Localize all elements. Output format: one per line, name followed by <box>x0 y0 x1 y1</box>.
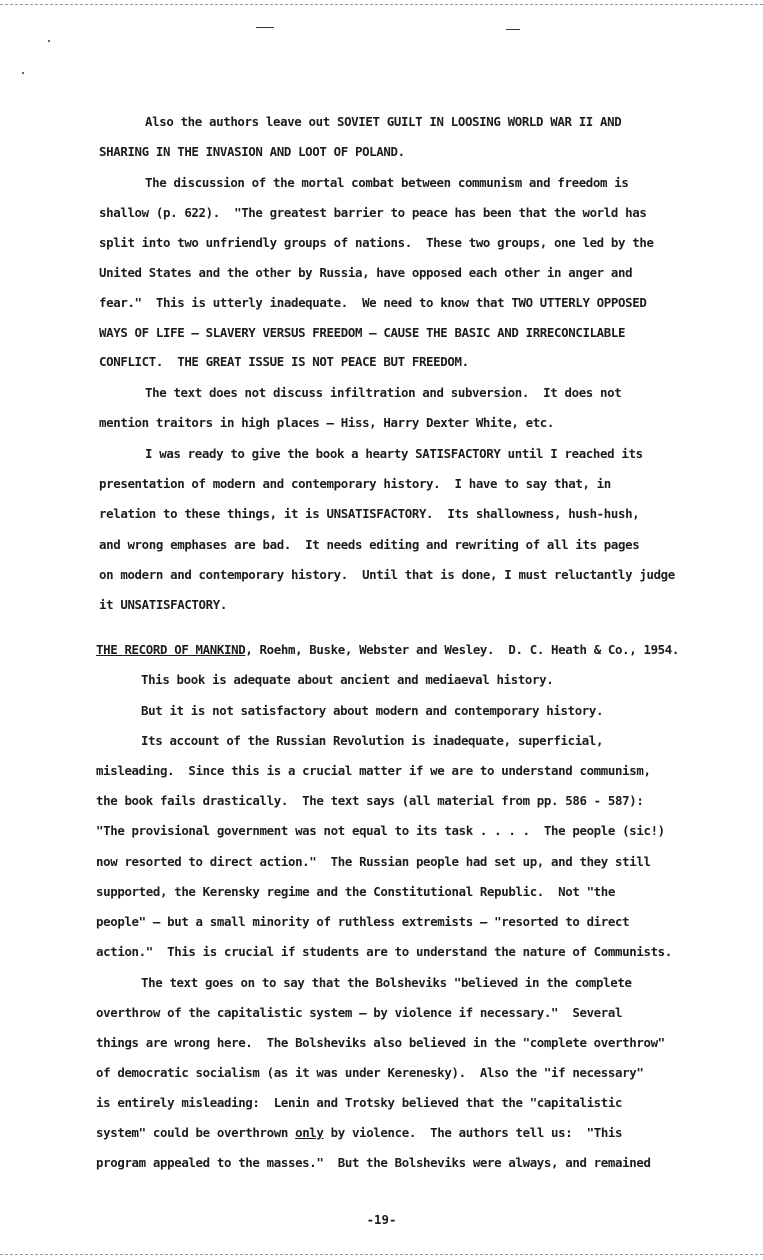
scan-mark-left <box>256 27 274 28</box>
text-line: WAYS OF LIFE — SLAVERY VERSUS FREEDOM — CAUSE THE BASIC AND IRRECONCILABLE <box>99 325 626 340</box>
text-line: action." This is crucial if students are to understand the nature of Communists. <box>96 944 672 959</box>
text-line: I was ready to give the book a hearty SATISFACTORY until I reached its <box>145 446 643 461</box>
scan-speck <box>22 72 24 74</box>
book-citation-line <box>96 642 679 658</box>
scan-speck <box>48 40 50 42</box>
page-number: -19- <box>366 1212 397 1227</box>
text-line: presentation of modern and contemporary history. I have to say that, in <box>99 476 611 491</box>
text-line: overthrow of the capitalistic system — by violence if necessary." Several <box>96 1005 623 1020</box>
text-line: United States and the other by Russia, have opposed each other in anger and <box>99 265 633 280</box>
scan-mark-right <box>506 29 520 30</box>
text-line: SHARING IN THE INVASION AND LOOT OF POLAND. <box>99 144 405 159</box>
text-line: the book fails drastically. The text says (all material from pp. 586 - 587): <box>96 793 644 808</box>
text-line: things are wrong here. The Bolsheviks also believed in the "complete overthrow" <box>96 1035 665 1050</box>
text-line: fear." This is utterly inadequate. We need to know that TWO UTTERLY OPPOSED <box>99 295 647 310</box>
text-line: program appealed to the masses." But the Bolsheviks were always, and remained <box>96 1155 651 1170</box>
book-citation-rest: , Roehm, Buske, Webster and Wesley. D. C. Heath & Co., 1954. <box>245 642 680 657</box>
text-line: supported, the Kerensky regime and the Constitutional Republic. Not "the <box>96 884 616 899</box>
text-line: is entirely misleading: Lenin and Trotsky believed that the "capitalistic <box>96 1095 623 1110</box>
top-edge-dashes <box>0 4 763 5</box>
text-line: CONFLICT. THE GREAT ISSUE IS NOT PEACE BUT FREEDOM. <box>99 354 469 369</box>
text-line: of democratic socialism (as it was under Kerenesky). Also the "if necessary" <box>96 1065 644 1080</box>
text-line: now resorted to direct action." The Russian people had set up, and they still <box>96 854 651 869</box>
text-line <box>96 1125 622 1141</box>
text-line: shallow (p. 622). "The greatest barrier to peace has been that the world has <box>99 205 647 220</box>
text-line: This book is adequate about ancient and mediaeval history. <box>141 672 554 687</box>
text-line: The text goes on to say that the Bolsheviks "believed in the complete <box>141 975 632 990</box>
text-line: on modern and contemporary history. Until that is done, I must reluctantly judge <box>99 567 675 582</box>
text-line: people" — but a small minority of ruthless extremists — "resorted to direct <box>96 914 630 929</box>
text-line: Also the authors leave out SOVIET GUILT IN LOOSING WORLD WAR II AND <box>145 114 622 129</box>
text-line: The discussion of the mortal combat between communism and freedom is <box>145 175 629 190</box>
underlined-word: only <box>295 1125 324 1140</box>
bottom-edge-dashes <box>0 1254 763 1255</box>
text-segment: by violence. The authors tell us: "This <box>323 1125 623 1140</box>
text-line: The text does not discuss infiltration and subversion. It does not <box>145 385 622 400</box>
text-line: But it is not satisfactory about modern and contemporary history. <box>141 703 604 718</box>
text-line: Its account of the Russian Revolution is inadequate, superficial, <box>141 733 604 748</box>
text-line: "The provisional government was not equal to its task . . . . The people (sic!) <box>96 823 665 838</box>
text-segment: system" could be overthrown <box>96 1125 296 1140</box>
book-title: THE RECORD OF MANKIND <box>96 642 246 657</box>
text-line: split into two unfriendly groups of nations. These two groups, one led by the <box>99 235 654 250</box>
text-line: misleading. Since this is a crucial matter if we are to understand communism, <box>96 763 651 778</box>
text-line: relation to these things, it is UNSATISFACTORY. Its shallowness, hush-hush, <box>99 506 640 521</box>
text-line: and wrong emphases are bad. It needs editing and rewriting of all its pages <box>99 537 640 552</box>
text-line: it UNSATISFACTORY. <box>99 597 227 612</box>
text-line: mention traitors in high places — Hiss, Harry Dexter White, etc. <box>99 415 555 430</box>
